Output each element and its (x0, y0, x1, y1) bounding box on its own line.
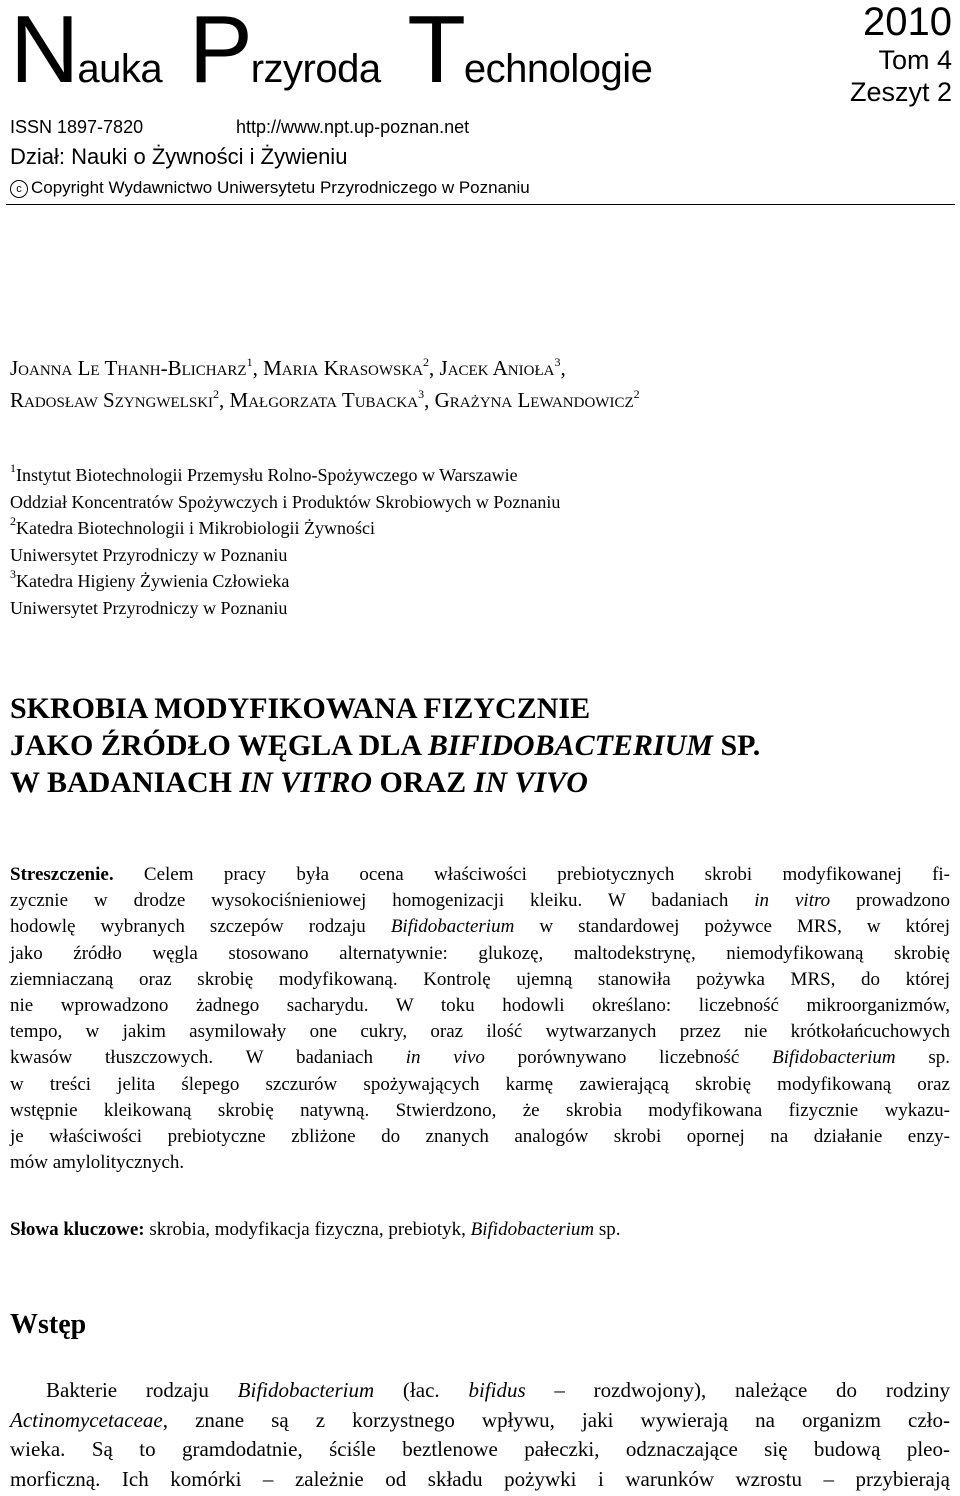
affiliation-1: $^1$Instytut Biotechnologii Przemysłu Rolno-Spożywczego w Warszawie (10, 461, 518, 485)
abstract-line: wstępnie kleikowaną skrobię natywną. Stwierdzono, że skrobia modyfikowana fizycznie wykazu- (10, 1099, 950, 1121)
authors-line-2: Radosław Szyngwelski$^2$, Małgorzata Tubacka$^3$, Grażyna Lewandowicz$^2$ (10, 387, 640, 412)
affiliation-3-line-2: Uniwersytet Przyrodniczy w Poznaniu (10, 597, 288, 618)
journal-url-link[interactable]: http://www.npt.up-poznan.net (236, 117, 470, 137)
title-line-3: W BADANIACH IN VITRO ORAZ IN VIVO (10, 766, 588, 799)
affiliation-3: $^3$Katedra Higieny Żywienia Człowieka (10, 567, 290, 591)
title-line-2: JAKO ŹRÓDŁO WĘGLA DLA BIFIDOBACTERIUM SP. (10, 729, 761, 762)
abstract-line: w treści jelita ślepego szczurów spożywających karmę zawierającą skrobię modyfikowaną oraz (10, 1073, 950, 1095)
issue-year: 2010 (863, 0, 952, 44)
authors (10, 352, 640, 416)
issue-info (850, 0, 952, 108)
article-title (10, 690, 760, 801)
section-heading: Wstęp (10, 1309, 87, 1340)
author-sup: 2 (423, 355, 430, 369)
journal-title (10, 0, 668, 119)
keywords-label: Słowa kluczowe: (10, 1219, 145, 1240)
abstract-line: jako źródło węgla stosowano alternatywnie: glukozę, maltodekstrynę, niemodyfikowaną skrobię (10, 942, 950, 964)
department: Dział: Nauki o Żywności i Żywieniu (10, 144, 348, 169)
copyright-text: Copyright Wydawnictwo Uniwersytetu Przyrodniczego w Poznaniu (31, 178, 530, 197)
abstract-line: je właściwości prebiotyczne zbliżone do znanych analogów skrobi opornej na działanie enzy- (10, 1125, 950, 1147)
intro-line: Bakterie rodzaju Bifidobacterium (łac. bifidus – rozdwojony), należące do rodziny (46, 1378, 950, 1402)
authors-line-1: Joanna Le Thanh-Blicharz$^1$, Maria Krasowska$^2$, Jacek Anioła$^3$, (10, 355, 566, 380)
journal-word-2: Przyroda (188, 0, 381, 103)
issn: ISSN 1897-7820 (10, 117, 144, 137)
author: Grażyna Lewandowicz (434, 388, 634, 412)
intro-paragraph (10, 1376, 950, 1494)
affiliation-2-line-2: Uniwersytet Przyrodniczy w Poznaniu (10, 544, 288, 565)
affiliations (10, 462, 560, 621)
issue-volume: Tom 4 (878, 45, 952, 75)
issue-number: Zeszyt 2 (849, 77, 952, 107)
author-sup: 3 (554, 355, 561, 369)
author: Jacek Anioła (439, 356, 555, 380)
intro-line: wieka. Są to gramdodatnie, ściśle beztlenowe pałeczki, odznaczające się budową pleo- (10, 1437, 950, 1461)
copyright-icon: c (10, 180, 28, 198)
intro-line: Actinomycetaceae, znane są z korzystnego wpływu, jaki wywierają na organizm czło- (10, 1407, 950, 1432)
author-sup: 2 (213, 387, 220, 401)
keywords: Słowa kluczowe: skrobia, modyfikacja fizyczna, prebiotyk, Bifidobacterium sp. (10, 1219, 621, 1240)
abstract-line: kwasów tłuszczowych. W badaniach in vivo porównywano liczebność Bifidobacterium sp. (10, 1047, 950, 1069)
meta-row (10, 116, 470, 138)
affiliation-1-line-2: Oddział Koncentratów Spożywczych i Produktów Skrobiowych w Poznaniu (10, 491, 561, 512)
abstract-line: tempo, w jakim asymilowały one cukry, oraz ilość wytwarzanych przez nie krótkołańcuchowych (10, 1021, 950, 1043)
author-sup: 2 (633, 387, 640, 401)
copyright-line (10, 178, 530, 198)
header-divider (6, 204, 955, 205)
title-line-1: SKROBIA MODYFIKOWANA FIZYCZNIE (10, 692, 591, 725)
author-sup: 1 (246, 355, 253, 369)
abstract-label: Streszczenie. (10, 864, 114, 885)
author: Małgorzata Tubacka (229, 388, 419, 412)
abstract-line: Streszczenie. Celem pracy była ocena właściwości prebiotycznych skrobi modyfikowanej fi- (10, 864, 950, 885)
abstract-line: zycznie w drodze wysokociśnieniowej homogenizacji kleiku. W badaniach in vitro prowadzono (10, 890, 951, 912)
author: Joanna Le Thanh-Blicharz (10, 356, 247, 380)
abstract (10, 862, 950, 1176)
abstract-line: hodowlę wybranych szczepów rodzaju Bifidobacterium w standardowej pożywce MRS, w której (10, 916, 951, 938)
affiliation-2: $^2$Katedra Biotechnologii i Mikrobiologii Żywności (10, 514, 375, 538)
journal-word-1: Nauka (10, 0, 163, 103)
author-sup: 3 (418, 387, 425, 401)
author: Maria Krasowska (263, 356, 424, 380)
abstract-line: mów amylolitycznych. (10, 1152, 185, 1174)
author: Radosław Szyngwelski (10, 388, 214, 412)
abstract-line: ziemniaczaną oraz skrobię modyfikowaną. Kontrolę ujemną stanowiła pożywka MRS, do której (10, 968, 950, 990)
journal-word-3: Technologie (407, 0, 653, 103)
abstract-line: nie wprowadzono żadnego sacharydu. W toku hodowli określano: liczebność mikroorganizmów, (10, 994, 950, 1016)
intro-line: morficzną. Ich komórki – zależnie od składu pożywki i warunków wzrostu – przybierają (10, 1466, 950, 1491)
